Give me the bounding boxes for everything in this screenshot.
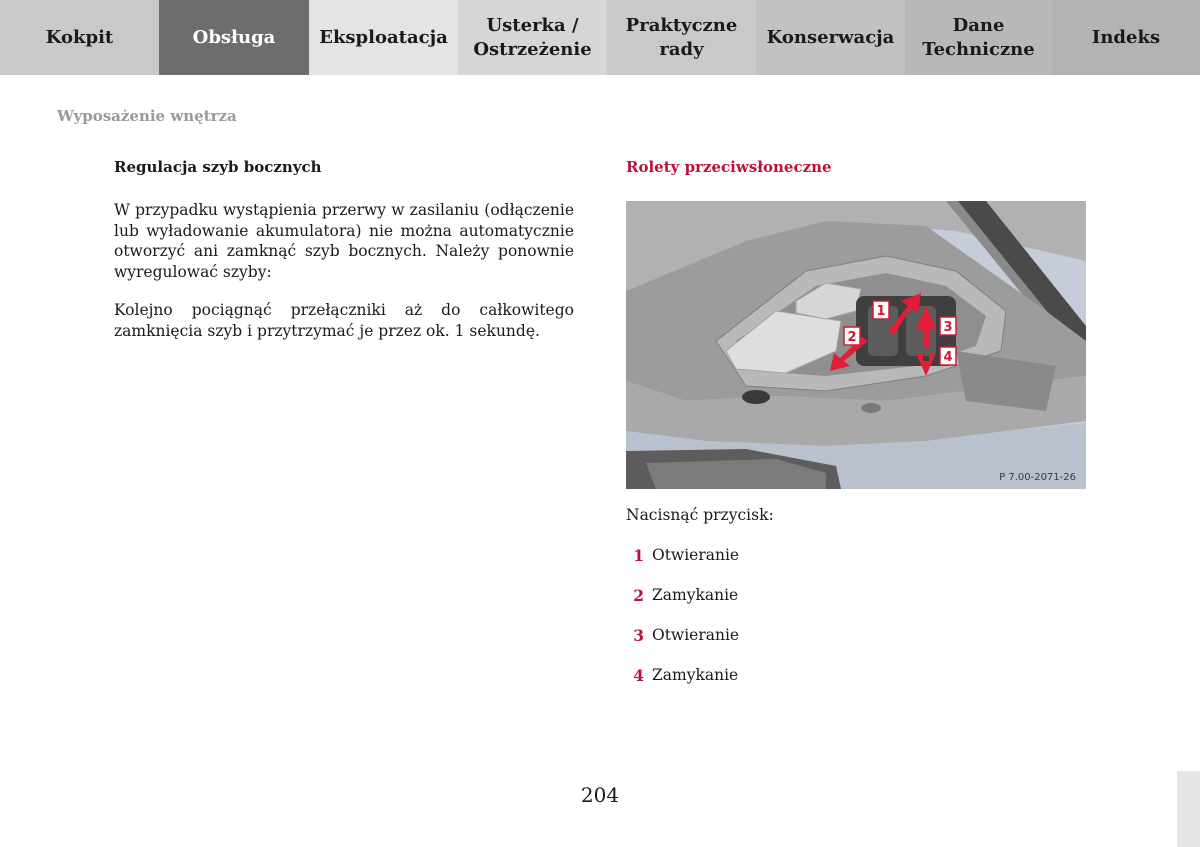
item-number: 3 [633,626,644,645]
adjustment-steps-paragraph: Kolejno pociągnąć przełączniki aż do całkowitego zamknięcia szyb i przytrzymać je przez ok. 1 sekundę. [114,301,574,340]
callout-1 [873,301,889,319]
svg-text:3: 3 [943,320,953,335]
list-item [626,586,1026,626]
callout-2 [844,327,860,345]
item-label: Zamykanie [652,586,739,604]
item-number: 1 [633,546,644,565]
list-item [626,546,1026,586]
tab-praktyczne-rady[interactable]: Praktyczne rady [607,0,756,75]
overhead-console-drawing [626,201,1086,489]
svg-text:1: 1 [876,304,886,319]
tab-obsluga[interactable]: Obsługa [159,0,309,75]
item-number: 2 [633,586,644,605]
svg-text:4: 4 [943,350,953,365]
item-number: 4 [633,666,644,685]
tab-konserwacja[interactable]: Konserwacja [756,0,905,75]
list-item [626,626,1026,666]
page-number: 204 [580,783,620,807]
page-edge-marker [1177,771,1200,847]
section-title: Wyposażenie wnętrza [57,107,237,125]
item-label: Zamykanie [652,666,739,684]
callout-3 [940,317,956,335]
window-adjustment-heading: Regulacja szyb bocznych [114,158,322,176]
figure-code: P 7.00-2071-26 [999,472,1076,483]
tab-kokpit[interactable]: Kokpit [0,0,159,75]
tab-eksploatacja[interactable]: Eksploatacja [309,0,458,75]
callout-4 [940,347,956,365]
item-label: Otwieranie [652,626,740,644]
sun-blinds-heading: Rolety przeciwsłoneczne [626,158,832,176]
item-label: Otwieranie [652,546,740,564]
overhead-console-illustration [626,201,1086,489]
tab-dane-techniczne[interactable]: Dane Techniczne [905,0,1052,75]
svg-text:2: 2 [847,330,857,345]
power-interruption-paragraph: W przypadku wystąpienia przerwy w zasilaniu (odłączenie lub wyładowanie akumulatora) nie można automatycznie otworzyć ani zamknąć szyb bocznych. Należy ponownie wyregulować szyby: [114,201,574,281]
tab-usterka-ostrzezenie[interactable]: Usterka / Ostrzeżenie [458,0,607,75]
tab-indeks[interactable]: Indeks [1052,0,1200,75]
list-item [626,666,1026,706]
press-button-instruction: Nacisnąć przycisk: [626,506,774,524]
chapter-tabs [0,0,1200,75]
button-legend-list [626,546,1026,706]
